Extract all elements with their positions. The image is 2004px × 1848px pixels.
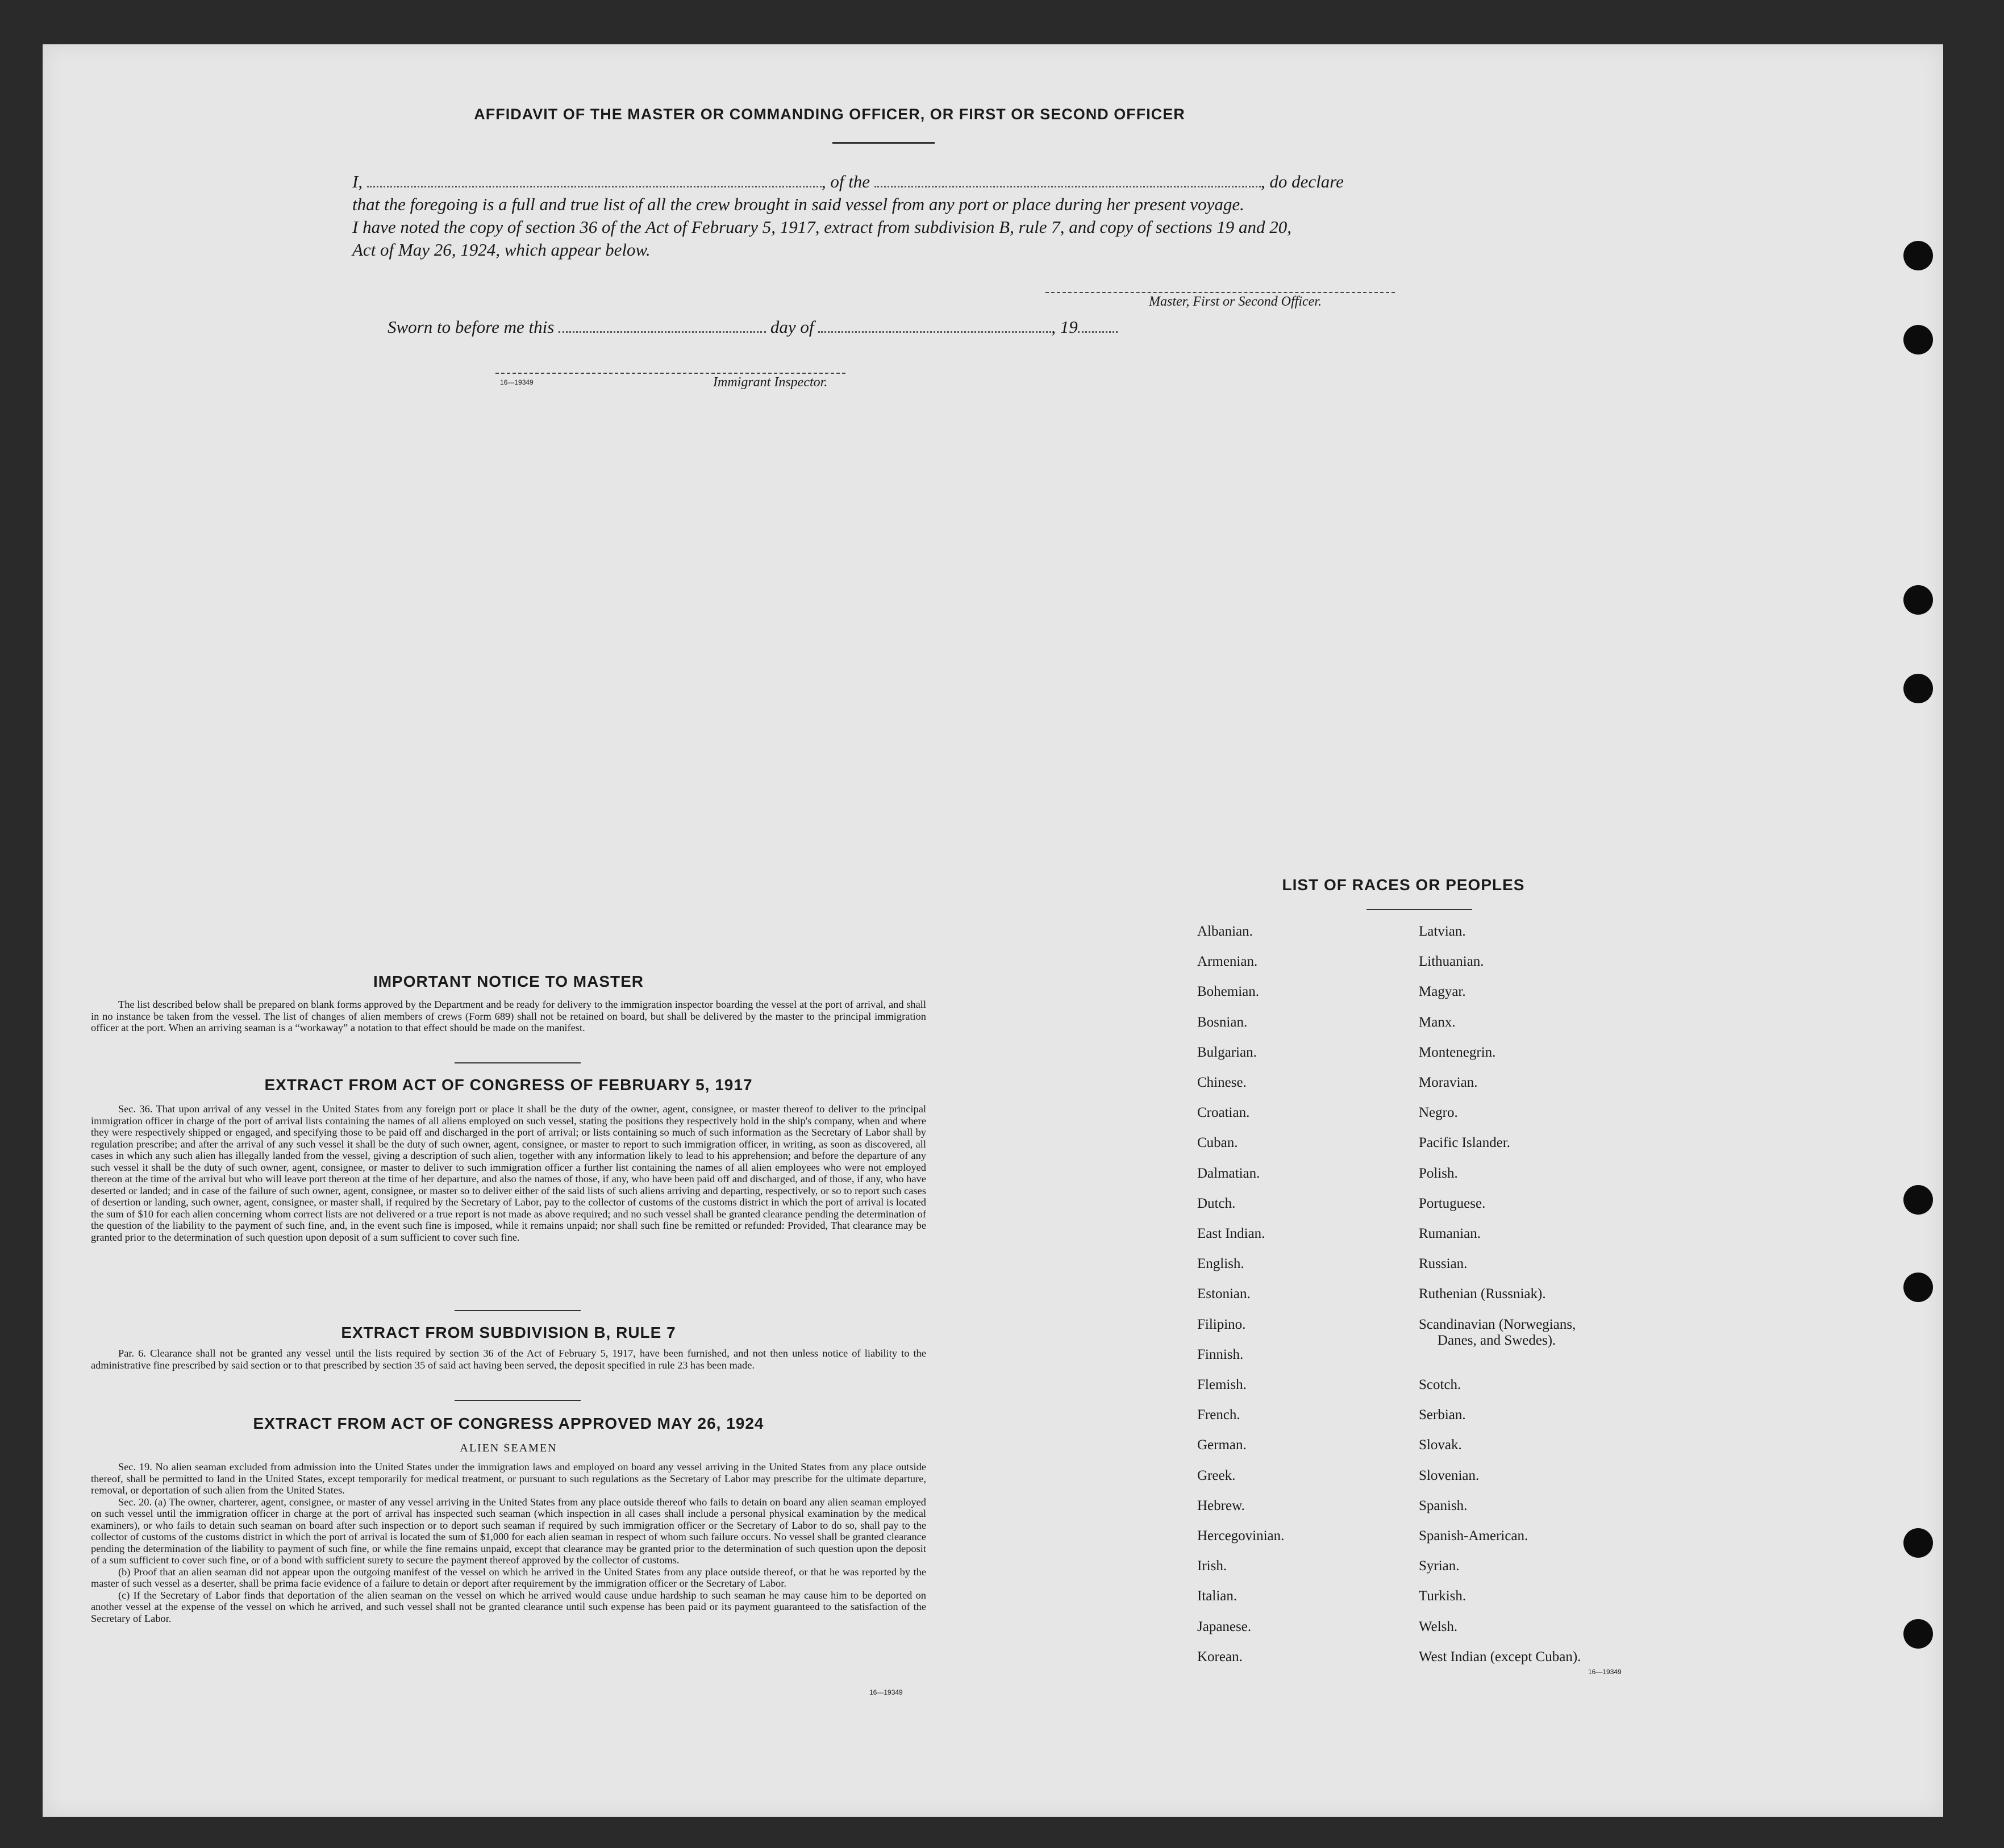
name-blank (367, 186, 822, 187)
divider (455, 1310, 581, 1311)
race-item: Scotch. (1419, 1377, 1461, 1392)
subdivision-b-text: Par. 6. Clearance shall not be granted any vessel until the lists required by section 36 of the Act of February 5, 1917, have been furnished, and not then unless notice of liability to the administrative fine prescribed by said section or to that prescribed by section 35 of said act having been served, the deposit specified in rule 23 has been made. (91, 1348, 926, 1371)
affidavit-line1: I, , of the , do declare (352, 172, 1344, 191)
sec-20a: Sec. 20. (a) The owner, charterer, agent, consignee, or master of any vessel arriving in the United States from any place outside thereof who fails to detain on board any alien seaman employed on such vessel until the immigration officer in charge at the port of arrival has inspected such seaman (which inspection in all cases shall include a personal physical examination by the medical examiners), or who fails to detain such seaman on board after such inspection or to deport such seaman if required by such immigration officer or the Secretary of Labor to do so, shall pay to the collector of customs of the customs district in which the port of arrival is located the sum of $1,000 for each alien seaman in respect of whom such failure occurs. No vessel shall be granted clearance pending the determination of the liability to payment of such fine, or while the fine remains unpaid, except that clearance may be granted prior to the determination of such question upon the deposit of a sum sufficient to cover such fine, or of a bond with sufficient surety to secure the payment thereof approved by the collector of customs. (91, 1496, 926, 1566)
race-item: Greek. (1197, 1467, 1236, 1483)
affidavit-line4: Act of May 26, 1924, which appear below. (352, 240, 651, 260)
race-item: Ruthenian (Russniak). (1419, 1286, 1546, 1302)
race-item: Pacific Islander. (1419, 1135, 1511, 1151)
race-item: Syrian. (1419, 1558, 1460, 1574)
binder-hole (1903, 1185, 1933, 1215)
race-item: Latvian. (1419, 924, 1466, 939)
subdivision-b-title: EXTRACT FROM SUBDIVISION B, RULE 7 (341, 1324, 676, 1341)
race-item: Portuguese. (1419, 1195, 1486, 1211)
race-item: Dutch. (1197, 1195, 1236, 1211)
sec-20b: (b) Proof that an alien seaman did not appear upon the outgoing manifest of the vessel on which he arrived in the United States from any place outside thereof, or that he was reported by the master of such vessel as a deserter, shall be prima facie evidence of a failure to detain or deport after requirement by the immigration officer or the Secretary of Labor. (91, 1566, 926, 1589)
race-item: Italian. (1197, 1588, 1238, 1604)
race-item: Spanish-American. (1419, 1528, 1528, 1544)
race-item: Korean. (1197, 1649, 1243, 1665)
sec-20c: (c) If the Secretary of Labor finds that deportation of the alien seaman on the vessel on which he arrived would cause undue hardship to such seaman he may cause him to be deported on another vessel at the expense of the vessel on which he arrived, and such vessel shall not be granted clearance until such expense has been paid or its payment guaranteed to the satisfaction of the Secretary of Labor. (91, 1589, 926, 1624)
race-item: Japanese. (1197, 1618, 1252, 1634)
inspector-label: Immigrant Inspector. (713, 375, 828, 390)
race-item: Polish. (1419, 1165, 1458, 1181)
form-number: 16—19349 (500, 378, 534, 386)
race-item: Slovenian. (1419, 1467, 1480, 1483)
race-item: Croatian. (1197, 1105, 1250, 1121)
form-number: 16—19349 (1588, 1668, 1622, 1676)
binder-hole (1903, 1619, 1933, 1649)
signature-line (1045, 292, 1395, 293)
race-item: Cuban. (1197, 1135, 1238, 1151)
extract-1917-text: Sec. 36. That upon arrival of any vessel in the United States from any foreign port or place it shall be the duty of the owner, agent, consignee, or master thereof to deliver to the principal immigration officer in charge of the port of arrival lists containing the names of all aliens employed on such vessel, stating the positions they respectively hold in the ship's company, when and where they were respectively shipped or engaged, and specifying those to be paid off and discharged in the port of arrival; or lists containing so much of such information as the Secretary of Labor shall by regulation prescribe; and after the arrival of any such vessel it shall be the duty of such owner, agent, consignee, or master to report to such immigration officer, in writing, as soon as discovered, all cases in which any such alien has illegally landed from the vessel, giving a description of such alien, together with any information likely to lead to his apprehension; and before the departure of any such vessel it shall be the duty of such owner, agent, consignee, or master to deliver to such immigration officer a further list containing the names of all alien employees who were not employed thereon at the time of the arrival but who will leave port thereon at the time of her departure, and also the names of those, if any, who have been paid off and discharged, and of those, if any, who have deserted or landed; and in case of the failure of such owner, agent, consignee, or master so to deliver either of the said lists of such aliens arriving and departing, respectively, or so to report such cases of desertion or landing, such owner, agent, consignee, or master shall, if required by the Secretary of Labor, pay to the collector of customs of the customs district in which the port of arrival is located the sum of $10 for each alien concerning whom correct lists are not delivered or a true report is not made as above required; and no such vessel shall be granted clearance pending the determination of the question of the liability to the payment of such fine, and, in the event such fine is imposed, while it remains unpaid; nor shall such fine be remitted or refunded: Provided, That clearance may be granted prior to the determination of such question upon deposit of a sum sufficient to cover such fine. (91, 1103, 926, 1243)
extract-1917-title: EXTRACT FROM ACT OF CONGRESS OF FEBRUARY 5, 1917 (264, 1076, 753, 1094)
inspector-signature-line (495, 373, 845, 374)
title-rule (1366, 909, 1472, 910)
signature-label: Master, First or Second Officer. (1149, 294, 1322, 309)
divider (455, 1062, 581, 1063)
races-title: LIST OF RACES OR PEOPLES (1282, 876, 1525, 894)
form-number: 16—19349 (869, 1688, 903, 1696)
race-item: Russian. (1419, 1256, 1468, 1272)
race-item: Negro. (1419, 1105, 1458, 1121)
race-item: Montenegrin. (1419, 1044, 1496, 1060)
affidavit-line2: that the foregoing is a full and true list of all the crew brought in said vessel from any port or place during her present voyage. (352, 194, 1244, 214)
race-item: East Indian. (1197, 1226, 1265, 1241)
race-item: Hebrew. (1197, 1497, 1245, 1513)
race-item-continuation: Danes, and Swedes). (1438, 1332, 1556, 1348)
race-item: Moravian. (1419, 1075, 1478, 1090)
race-item: Lithuanian. (1419, 954, 1484, 970)
race-item: Welsh. (1419, 1618, 1458, 1634)
alien-seamen-subtitle: ALIEN SEAMEN (460, 1442, 557, 1454)
binder-hole (1903, 585, 1933, 615)
vessel-blank (874, 186, 1261, 187)
race-item: Flemish. (1197, 1377, 1247, 1392)
race-item: Bohemian. (1197, 984, 1260, 1000)
sec-19: Sec. 19. No alien seaman excluded from admission into the United States under the immigration laws and employed on board any vessel arriving in the United States from any place outside thereof, shall be permitted to land in the United States, except temporarily for medical treatment, or pursuant to such regulations as the Secretary of Labor may prescribe for the ultimate departure, removal, or deportation of such alien from the United States. (91, 1461, 926, 1496)
race-item: Finnish. (1197, 1346, 1244, 1362)
extract-1924-title: EXTRACT FROM ACT OF CONGRESS APPROVED MAY 26, 1924 (253, 1415, 764, 1432)
race-item: Magyar. (1419, 984, 1466, 1000)
race-item: French. (1197, 1407, 1240, 1423)
race-item: West Indian (except Cuban). (1419, 1649, 1581, 1665)
race-item: Turkish. (1419, 1588, 1466, 1604)
race-item: German. (1197, 1437, 1247, 1453)
notice-text: The list described below shall be prepared on blank forms approved by the Department and be ready for delivery to the immigration inspector boarding the vessel at the port of arrival, and shall in no instance be taken from the vessel. The list of changes of alien members of crews (Form 689) shall not be retained on board, but shall be delivered by the master to the principal immigration officer at the port. When an arriving seaman is a “workaway” a notation to that effect should be made on the manifest. (91, 999, 926, 1033)
day-blank (559, 331, 766, 333)
race-item: Dalmatian. (1197, 1165, 1260, 1181)
race-item: Armenian. (1197, 954, 1258, 970)
race-item: Irish. (1197, 1558, 1227, 1574)
race-item: Rumanian. (1419, 1226, 1481, 1241)
binder-hole (1903, 674, 1933, 703)
binder-hole (1903, 241, 1933, 270)
race-item: Manx. (1419, 1014, 1456, 1030)
race-item: Bosnian. (1197, 1014, 1248, 1030)
notice-title: IMPORTANT NOTICE TO MASTER (373, 973, 644, 990)
race-item: Chinese. (1197, 1075, 1247, 1090)
divider (455, 1400, 581, 1401)
year-blank (1078, 331, 1118, 333)
affidavit-title: AFFIDAVIT OF THE MASTER OR COMMANDING OFFICER, OR FIRST OR SECOND OFFICER (474, 106, 1185, 123)
binder-hole (1903, 1273, 1933, 1302)
race-item: Estonian. (1197, 1286, 1251, 1302)
race-item: Spanish. (1419, 1497, 1468, 1513)
race-item: Serbian. (1419, 1407, 1466, 1423)
month-blank (818, 331, 1051, 333)
race-item: Slovak. (1419, 1437, 1462, 1453)
title-rule (832, 142, 935, 144)
binder-hole (1903, 1528, 1933, 1558)
race-item: Filipino. (1197, 1316, 1246, 1332)
affidavit-line3: I have noted the copy of section 36 of the Act of February 5, 1917, extract from subdivision B, rule 7, and copy of sections 19 and 20, (352, 217, 1292, 237)
extract-1924-text (91, 1461, 926, 1624)
race-item: Albanian. (1197, 924, 1253, 939)
race-item: Hercegovinian. (1197, 1528, 1285, 1544)
race-item: Bulgarian. (1197, 1044, 1257, 1060)
race-item: Scandinavian (Norwegians, (1419, 1316, 1576, 1332)
race-item: English. (1197, 1256, 1244, 1272)
sworn-line: Sworn to before me this day of , 19 (388, 317, 1118, 337)
binder-hole (1903, 325, 1933, 354)
